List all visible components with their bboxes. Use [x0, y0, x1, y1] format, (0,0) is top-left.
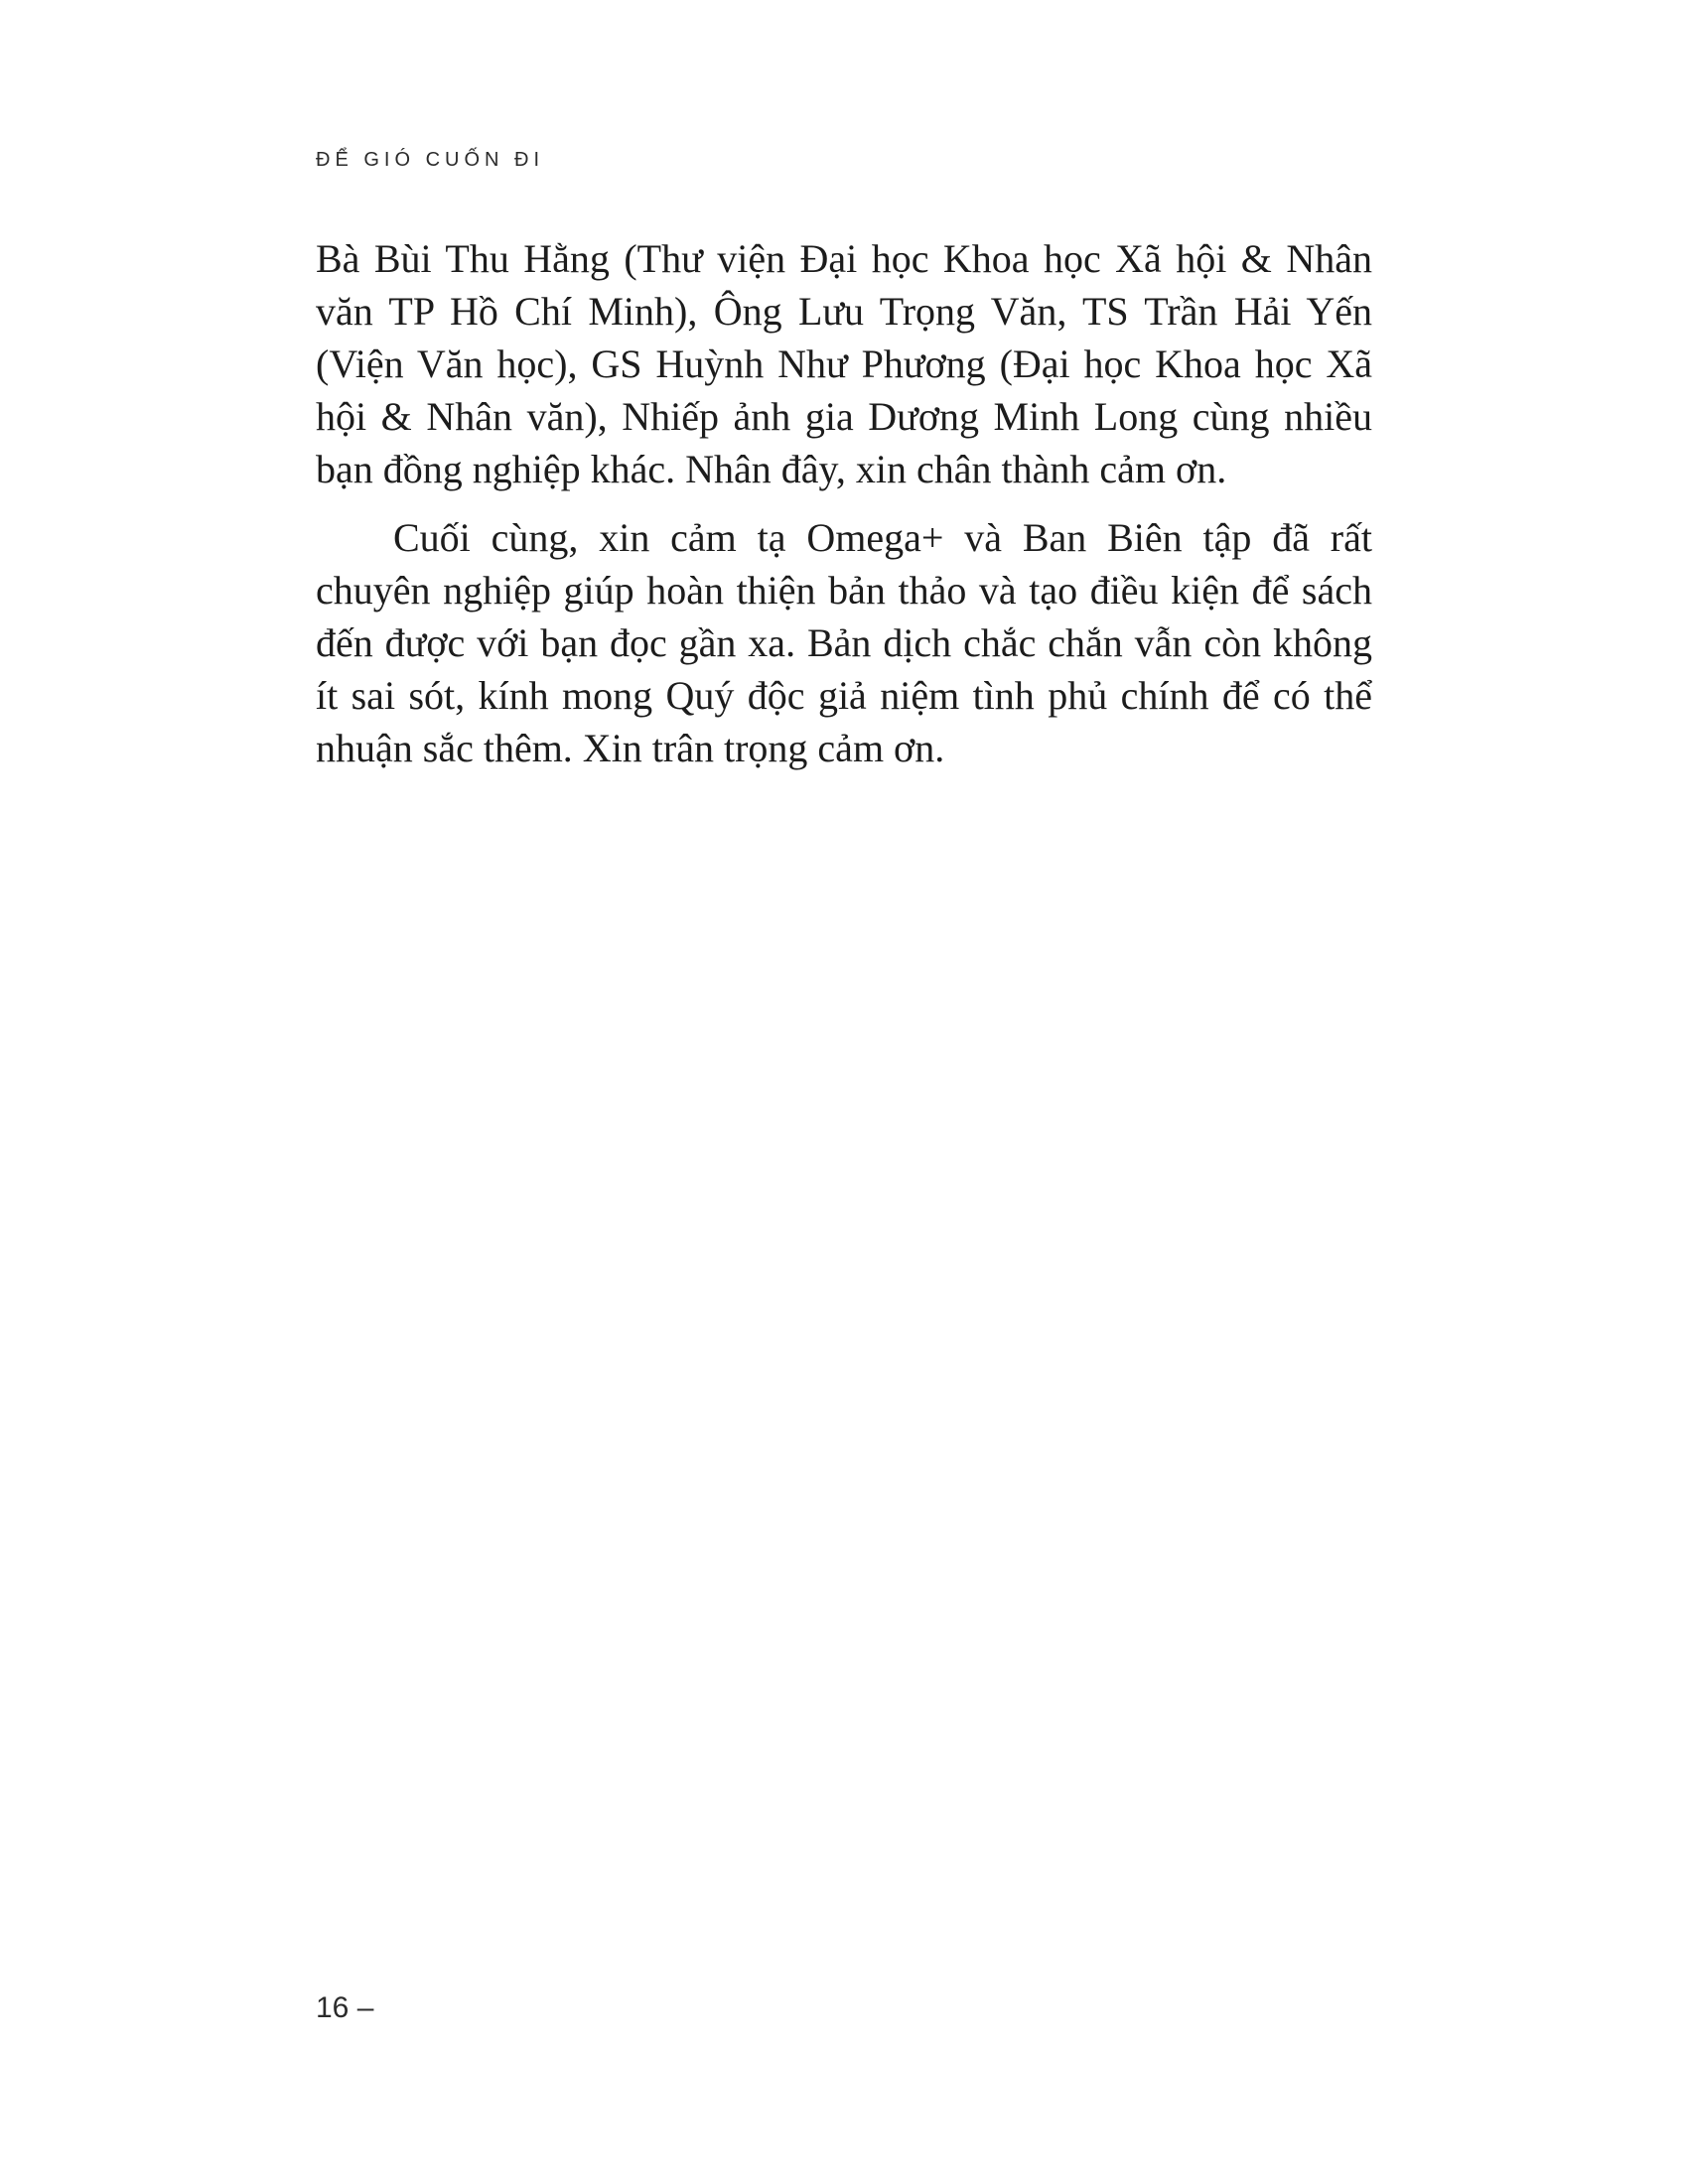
paragraph-acknowledgements: Bà Bùi Thu Hằng (Thư viện Đại học Khoa học Xã hội & Nhân văn TP Hồ Chí Minh), Ông Lưu Trọng Văn, TS Trần Hải Yến (Viện Văn học), GS Huỳnh Như Phương (Đại học Khoa học Xã hội & Nhân văn), Nhiếp ảnh gia Dương Minh Long cùng nhiều bạn đồng nghiệp khác. Nhân đây, xin chân thành cảm ơn. [316, 236, 1372, 491]
body-text [316, 232, 1372, 790]
page-number: 16 – [316, 1991, 374, 2024]
running-header: ĐỂ GIÓ CUỐN ĐI [316, 149, 545, 171]
paragraph-closing: Cuối cùng, xin cảm tạ Omega+ và Ban Biên tập đã rất chuyên nghiệp giúp hoàn thiện bản thảo và tạo điều kiện để sách đến được với bạn đọc gần xa. Bản dịch chắc chắn vẫn còn không ít sai sót, kính mong Quý độc giả niệm tình phủ chính để có thể nhuận sắc thêm. Xin trân trọng cảm ơn. [316, 515, 1372, 770]
